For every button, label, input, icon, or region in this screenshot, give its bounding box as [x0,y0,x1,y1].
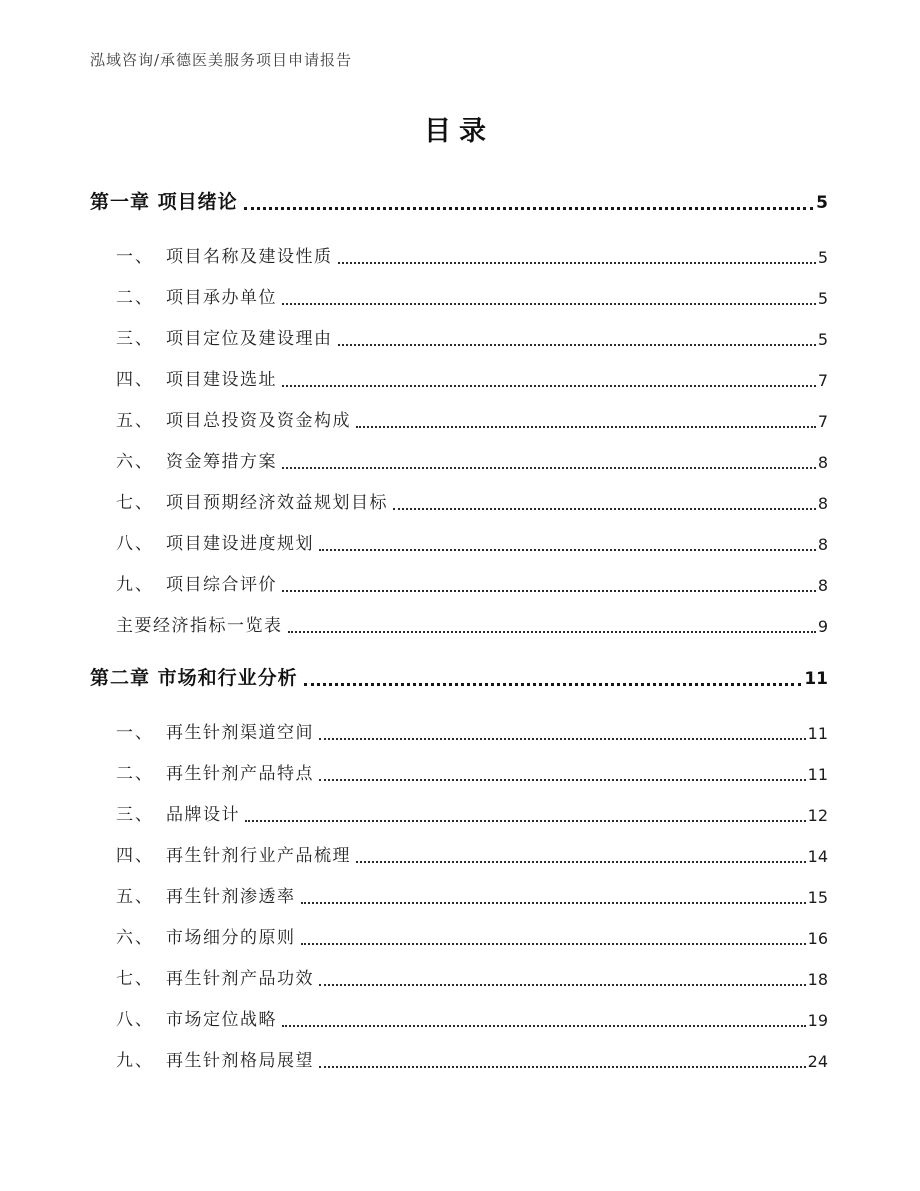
dot-leader [282,1025,806,1027]
toc-entry[interactable] [90,228,828,269]
toc-entry-label: 项目预期经济效益规划目标 [166,493,388,513]
toc-chapter2-items [90,704,828,1073]
toc-entry-page: 8 [817,576,828,595]
dot-leader [319,779,806,781]
toc-entry-number: 七、 [116,493,154,513]
toc-entry-label: 资金筹措方案 [166,452,277,472]
toc-entry[interactable] [90,351,828,392]
dot-leader [245,820,806,822]
toc-entry[interactable] [90,991,828,1032]
toc-entry-number: 三、 [116,805,154,825]
document-header: 泓域咨询/承德医美服务项目申请报告 [90,51,353,69]
dot-leader [282,303,816,305]
toc-entry-page: 18 [807,970,828,989]
toc-chapter-label: 第一章 项目绪论 [90,191,238,213]
toc-entry-number: 四、 [116,846,154,866]
toc-entry-label: 再生针剂产品特点 [166,764,314,784]
dot-leader [244,207,814,210]
toc-entry[interactable] [90,310,828,351]
toc-entry-page: 7 [817,371,828,390]
toc-entry-label: 项目名称及建设性质 [166,247,333,267]
toc-chapter-label: 第二章 市场和行业分析 [90,667,298,689]
dot-leader [301,902,806,904]
toc-entry[interactable] [90,392,828,433]
toc-entry-number: 六、 [116,452,154,472]
toc-chapter-entry[interactable] [90,664,828,692]
toc-entry-label: 项目综合评价 [166,575,277,595]
toc-entry-number: 五、 [116,411,154,431]
toc-chapter-page: 5 [816,193,828,213]
toc-chapter-entry[interactable] [90,188,828,216]
toc-entry-label: 项目建设选址 [166,370,277,390]
toc-entry-label: 再生针剂渠道空间 [166,723,314,743]
dot-leader [319,738,806,740]
toc-entry[interactable] [90,950,828,991]
toc-entry[interactable] [90,909,828,950]
toc-entry-page: 5 [817,330,828,349]
page-title: 目录 [424,116,494,147]
toc-entry-page: 24 [807,1052,828,1071]
dot-leader [338,344,816,346]
toc-entry[interactable] [90,556,828,597]
toc-entry-number: 二、 [116,288,154,308]
toc-entry[interactable] [90,597,828,638]
toc-entry-label: 项目总投资及资金构成 [166,411,351,431]
toc-chapter1-items [90,228,828,638]
toc-entry-number: 六、 [116,928,154,948]
toc-entry-number: 八、 [116,534,154,554]
toc-entry[interactable] [90,827,828,868]
toc-entry-label: 再生针剂行业产品梳理 [166,846,351,866]
toc-entry-number: 二、 [116,764,154,784]
toc-entry-page: 7 [817,412,828,431]
dot-leader [356,426,816,428]
dot-leader [319,1066,806,1068]
dot-leader [282,590,816,592]
toc-entry-page: 14 [807,847,828,866]
toc-entry-page: 8 [817,535,828,554]
toc-entry[interactable] [90,745,828,786]
dot-leader [338,262,816,264]
toc-entry-page: 16 [807,929,828,948]
toc-entry[interactable] [90,433,828,474]
toc-entry-page: 5 [817,289,828,308]
toc-entry-page: 11 [807,724,828,743]
toc-entry[interactable] [90,474,828,515]
toc-entry-label: 再生针剂格局展望 [166,1051,314,1071]
toc-entry-page: 9 [817,617,828,636]
toc-entry-page: 19 [807,1011,828,1030]
toc-entry[interactable] [90,786,828,827]
toc-entry-number: 一、 [116,247,154,267]
dot-leader [393,508,816,510]
toc-entry-page: 8 [817,453,828,472]
toc-entry-number: 三、 [116,329,154,349]
dot-leader [319,549,816,551]
dot-leader [356,861,806,863]
toc-entry[interactable] [90,1032,828,1073]
dot-leader [319,984,806,986]
toc-entry-label: 主要经济指标一览表 [116,616,283,636]
toc-entry-label: 市场细分的原则 [166,928,296,948]
dot-leader [282,385,816,387]
toc-entry[interactable] [90,704,828,745]
toc-entry-number: 八、 [116,1010,154,1030]
toc-entry[interactable] [90,269,828,310]
toc-entry-number: 九、 [116,575,154,595]
toc-entry-label: 项目承办单位 [166,288,277,308]
toc-entry-page: 15 [807,888,828,907]
dot-leader [288,631,816,633]
toc-entry-number: 四、 [116,370,154,390]
toc-entry-number: 九、 [116,1051,154,1071]
toc-entry-number: 一、 [116,723,154,743]
toc-entry-label: 市场定位战略 [166,1010,277,1030]
toc-entry-page: 11 [807,765,828,784]
toc-entry-page: 5 [817,248,828,267]
toc-chapter-page: 11 [804,669,828,689]
dot-leader [304,683,802,686]
dot-leader [282,467,816,469]
toc-entry-label: 再生针剂渗透率 [166,887,296,907]
toc-entry-label: 品牌设计 [166,805,240,825]
toc-entry-page: 12 [807,806,828,825]
dot-leader [301,943,806,945]
toc-entry-number: 七、 [116,969,154,989]
toc-entry-page: 8 [817,494,828,513]
toc-entry-label: 项目建设进度规划 [166,534,314,554]
toc-entry[interactable] [90,868,828,909]
toc-entry-number: 五、 [116,887,154,907]
toc-entry[interactable] [90,515,828,556]
toc-entry-label: 项目定位及建设理由 [166,329,333,349]
toc-entry-label: 再生针剂产品功效 [166,969,314,989]
